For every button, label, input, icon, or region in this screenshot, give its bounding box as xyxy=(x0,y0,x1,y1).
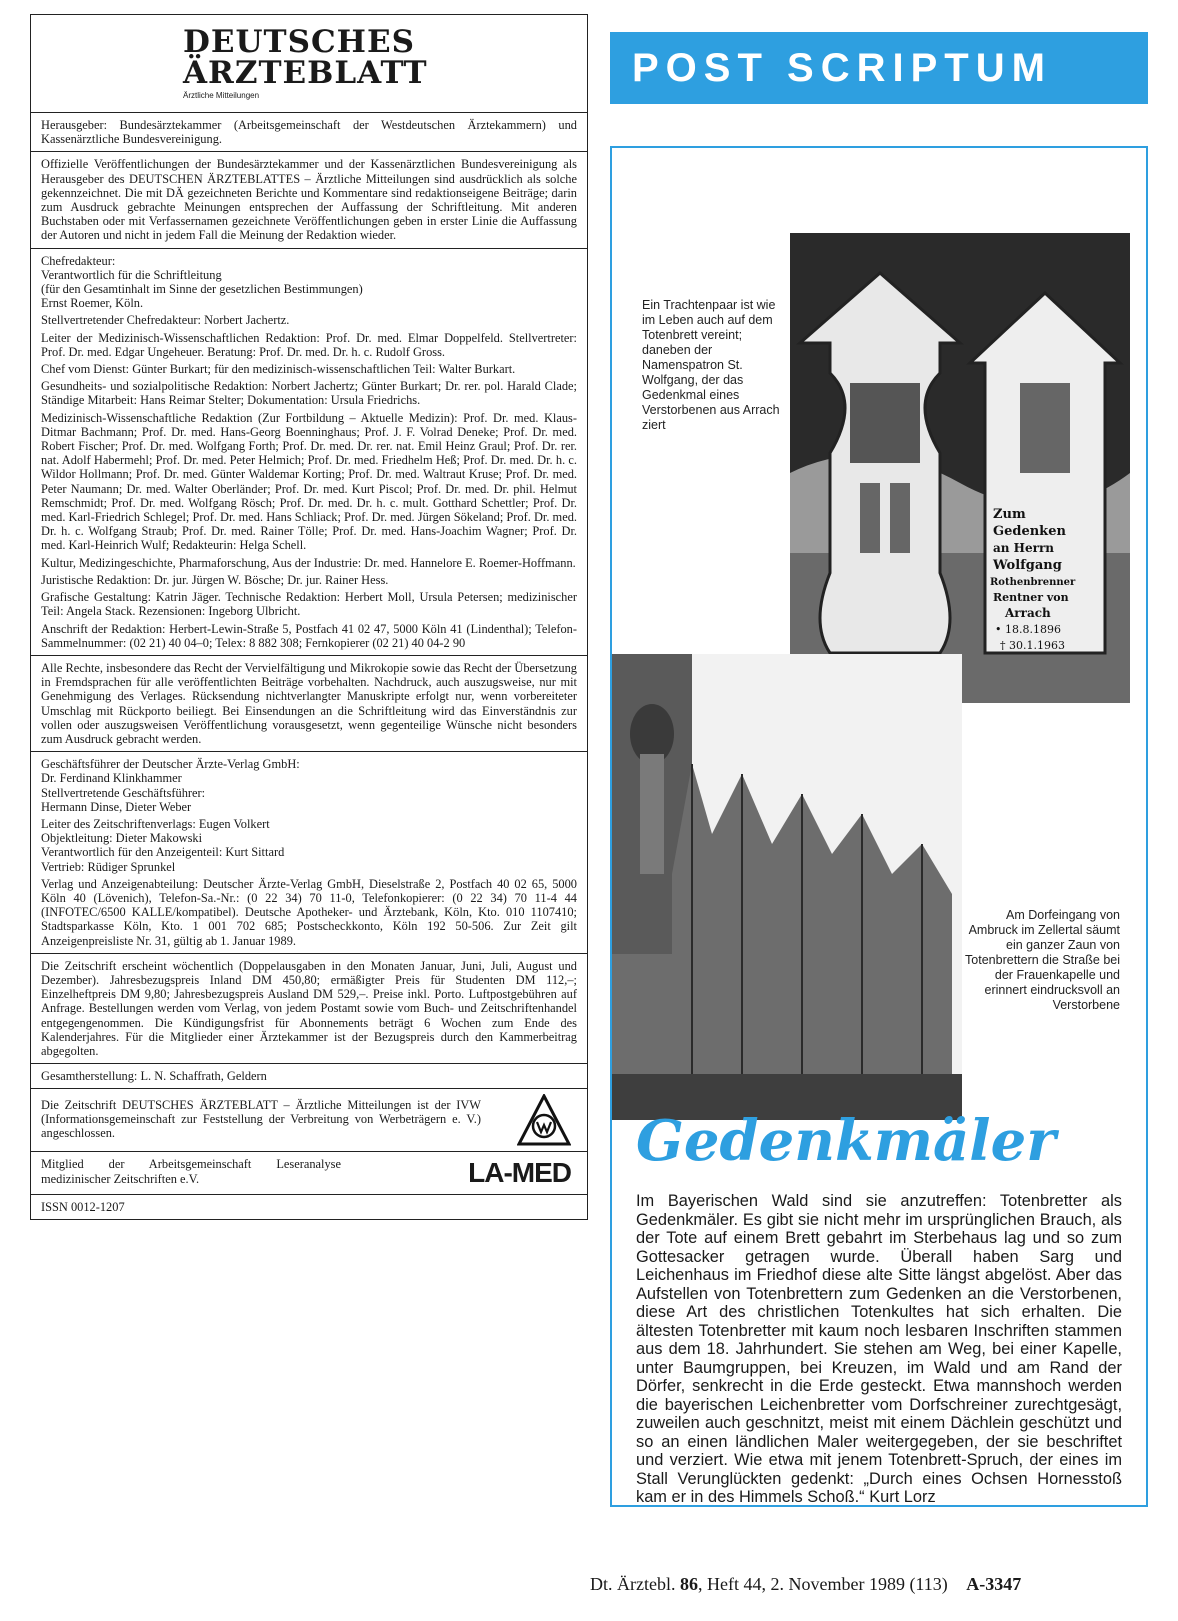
management-line: Stellvertretende Geschäftsführer: xyxy=(41,785,206,800)
lamed-text: Mitglied der Arbeitsgemeinschaft Leseranalyse medizinischer Zeitschriften e.V. xyxy=(41,1157,341,1186)
publishing xyxy=(41,817,577,874)
lamed-box xyxy=(31,1152,587,1194)
management-line: Hermann Dinse, Dieter Weber xyxy=(41,799,192,814)
sales-text: Verlag und Anzeigenabteilung: Deutscher Ärzte-Verlag GmbH, Dieselstraße 2, Postfach 40 02 65, 5000 Köln 40 (Lövenich), Telefon-Sa.-Nr.: (0 22 34) 70 11-0, Telefonkopierer: (0 22 34) 70 11-4 44 (INFOTEC/6500 KALLE/kompatibel). Deutsche Apotheker- und Ärztebank, Köln, Kto. 010 1107410; Stadtsparkasse Köln, Kto. 1 001 702 685; Postscheckkonto, Köln 192 50-506. Zur Zeit gilt Anzeigenpreisliste Nr. 31, gültig ab 1. Januar 1989. xyxy=(41,876,577,948)
masthead-title-line2: ÄRZTEBLATT xyxy=(183,55,428,91)
memorial-boards-photo xyxy=(790,233,1130,703)
publisher-text: Herausgeber: Bundesärztekammer (Arbeitsgemeinschaft der Westdeutschen Ärztekammern) und Kassenärztliche Bundesvereinigung. xyxy=(41,118,577,147)
volume-number: 86 xyxy=(679,1574,698,1594)
page-number: A-3347 xyxy=(966,1574,1022,1594)
ivw-text: Die Zeitschrift DEUTSCHES ÄRZTEBLATT – Ärztliche Mitteilungen ist der IVW (Informationsgemeinschaft zur Feststellung der Verbreitung von Werbeträgern e. V.) angeschlossen. xyxy=(41,1097,481,1140)
board-text-line: † 30.1.1963 xyxy=(1000,639,1065,652)
board-text-line: Rothenbrenner xyxy=(990,577,1076,588)
production-text: Gesamtherstellung: L. N. Schaffrath, Geldern xyxy=(41,1069,267,1084)
lamed-logo: LA-MED xyxy=(468,1156,571,1188)
editor-line: Chefredakteur: xyxy=(41,253,116,268)
board-text-line: Wolfgang xyxy=(993,558,1062,573)
rights-box xyxy=(31,656,587,752)
masthead xyxy=(31,15,587,113)
medical-head: Leiter der Medizinisch-Wissenschaftlichen Redaktion: Prof. Dr. med. Elmar Doppelfeld. Stellvertreter: Prof. Dr. med. Edgar Ungeheuer. Beratung: Prof. Dr. med. Dr. h. c. Rudolf Gross. xyxy=(41,330,577,359)
management xyxy=(41,757,577,814)
subscription-text: Die Zeitschrift erscheint wöchentlich (Doppelausgaben in den Monaten Januar, Juni, Juli, August und Dezember). Jahresbezugspreis Inland DM 450,80; ermäßigter Preis für Studenten DM 112,–; Einzelheftpreis DM 9,80; Jahresbezugspreis Ausland DM 529,–. Preise inkl. Porto. Luftpostgebühren auf Anfrage. Bestellungen werden vom Verlag, von jedem Postamt sowie vom Buch- und Zeitschriftenhandel entgegengenommen. Die Kündigungsfrist für Abonnements beträgt 6 Wochen zum Ende des Kalenderjahres. Für die Mitglieder einer Ärztekammer ist der Bezugspreis durch den Kammerbeitrag abgegolten. xyxy=(41,958,577,1058)
journal-name: Dt. Ärztebl. xyxy=(590,1574,676,1594)
issue-info: , Heft 44, 2. November 1989 (113) xyxy=(697,1574,948,1594)
fence-of-boards-photo xyxy=(612,654,962,1120)
production-box xyxy=(31,1064,587,1089)
editor-line: Verantwortlich für die Schriftleitung xyxy=(41,267,222,282)
article-author: Kurt Lorz xyxy=(869,1488,936,1506)
editor-line: (für den Gesamtinhalt im Sinne der gesetzlichen Bestimmungen) xyxy=(41,282,363,297)
memorial-boards-image xyxy=(790,233,1130,703)
board-text-line: Arrach xyxy=(1005,606,1051,620)
management-line: Geschäftsführer der Deutscher Ärzte-Verlag GmbH: xyxy=(41,757,300,772)
culture-editorial: Kultur, Medizingeschichte, Pharmaforschung, Aus der Industrie: Dr. med. Hannelore E. Roemer-Hoffmann. xyxy=(41,555,576,570)
editor-in-chief xyxy=(41,254,577,311)
masthead-subtitle: Ärztliche Mitteilungen xyxy=(183,91,260,100)
photo-caption-1: Ein Trachtenpaar ist wie im Leben auch auf dem Totenbrett vereint; daneben der Namenspatron St. Wolfgang, der das Gedenkmal eines Verstorbenen aus Arrach ziert xyxy=(642,298,780,432)
rights-text: Alle Rechte, insbesondere das Recht der Vervielfältigung und Mikrokopie sowie das Recht der Übersetzung in Fremdsprachen für alle veröffentlichten Beiträge vorbehalten. Nachdruck, auch auszugsweise, nur mit Genehmigung des Verlages. Rücksendung nichtverlangter Manuskripte erfolgt nur, wenn vorbereiteter Umschlag mit Rückporto beiliegt. Bei Einsendungen an die Schriftleitung wird das Einverständnis zur vollen oder auszugsweisen Veröffentlichung vorausgesetzt, wenn gegenteilige Wünsche nicht besonders zum Ausdruck gebracht werden. xyxy=(41,660,577,746)
health-policy: Gesundheits- und sozialpolitische Redaktion: Norbert Jachertz; Günter Burkart; Dr. rer. pol. Harald Clade; Ständige Mitarbeit: Hans Reimar Stelter; Dokumentation: Ursula Friedrichs. xyxy=(41,379,577,408)
board-text-line: an Herrn xyxy=(993,541,1055,555)
management-line: Dr. Ferdinand Klinkhammer xyxy=(41,771,182,786)
publisher-management-box xyxy=(31,752,587,954)
masthead-title-line1: DEUTSCHES xyxy=(183,24,415,60)
legal-editorial: Juristische Redaktion: Dr. jur. Jürgen W. Bösche; Dr. jur. Rainer Hess. xyxy=(41,572,389,587)
board-text-line: Zum xyxy=(993,507,1026,522)
official-text: Offizielle Veröffentlichungen der Bundesärztekammer und der Kassenärztlichen Bundesvereinigung als Herausgeber des DEUTSCHEN ÄRZTEBLATTES – Ärztliche Mitteilungen sind ausdrücklich als solche gekennzeichnet. Die mit DÄ gezeichneten Berichte und Kommentare sind redaktionseigene Beiträge; darin zum Ausdruck gebrachte Meinungen entsprechen der Auffassung der Schriftleitung. Mit anderen Buchstaben oder mit Verfassernamen gezeichnete Veröffentlichungen geben in erster Linie die Auffassung der Autoren und nicht in jedem Fall die Meinung der Redaktion wieder. xyxy=(41,157,577,243)
postscriptum-frame xyxy=(610,146,1148,1507)
chief-service: Chef vom Dienst: Günter Burkart; für den medizinisch-wissenschaftlichen Teil: Walter Burkart. xyxy=(41,362,516,377)
issn-box xyxy=(31,1195,587,1219)
publisher-box xyxy=(31,113,587,152)
page-footer xyxy=(590,1574,1021,1595)
issn-text: ISSN 0012-1207 xyxy=(41,1199,125,1214)
publishing-line: Objektleitung: Dieter Makowski xyxy=(41,831,203,846)
article-body-text: Im Bayerischen Wald sind sie anzutreffen: Totenbretter als Gedenkmäler. Es gibt sie nicht mehr im ursprünglichen Brauch, als der Tote auf einem Brett gebahrt im Sterbehaus lag und so zum Gottesacker getragen wurde. Überall haben Sarg und Leichenhaus im Friedhof diese alte Sitte längst abgelöst. Aber das Aufstellen von Totenbrettern zum Gedenken an die Verstorbenen, diese Art des christlichen Totenkultes hat sich erhalten. Die ältesten Totenbretter mit kaum noch lesbaren Inschriften stammen aus dem 18. Jahrhundert. Sie stehen am Weg, bei einer Kapelle, unter Baumgruppen, bei Kreuzen, im Wald und am Rand der Dörfer, senkrecht in die Erde gesteckt. Etwa mannshoch werden die bayerischen Leichenbretter vom Dorfschreiner zurechtgesägt, zuweilen auch geschnitzt, meist mit einem Dächlein geschützt und so an einen ländlichen Maler weitergegeben, der sie beschriftet und verziert. Wie etwa mit jenem Totenbrett-Spruch, der eines im Stall Verunglückten gedenkt: „Durch eines Ochsen Hornesstoß kam er in des Himmels Schoß.“ xyxy=(636,1192,1122,1506)
editor-line: Ernst Roemer, Köln. xyxy=(41,296,144,311)
board-text-line: Rentner von xyxy=(993,591,1069,604)
publishing-line: Verantwortlich für den Anzeigenteil: Kurt Sittard xyxy=(41,845,285,860)
ivw-box xyxy=(31,1089,587,1152)
postscriptum-column xyxy=(610,14,1148,1507)
publishing-line: Leiter des Zeitschriftenverlags: Eugen Volkert xyxy=(41,816,270,831)
imprint-column xyxy=(30,14,588,1220)
editorial-address: Anschrift der Redaktion: Herbert-Lewin-Straße 5, Postfach 41 02 47, 5000 Köln 41 (Lindenthal); Telefon-Sammelnummer: (02 21) 40 04–0; Telex: 8 882 308; Fernkopierer (02 21) 40 04-2 90 xyxy=(41,621,577,650)
article-body xyxy=(636,1192,1122,1507)
article-headline: Gedenkmäler xyxy=(636,1108,1056,1174)
photo-caption-2: Am Dorfeingang von Ambruck im Zellertal säumt ein ganzer Zaun von Totenbrettern die Straße bei der Frauenkapelle und erinnert eindrucksvoll an Verstorbene xyxy=(965,908,1120,1012)
ivw-logo-icon xyxy=(517,1094,571,1146)
postscriptum-banner: POST SCRIPTUM xyxy=(610,32,1148,104)
board-text-line: Gedenken xyxy=(993,524,1066,539)
editorial-box xyxy=(31,249,587,656)
official-box xyxy=(31,152,587,248)
deputy-editor: Stellvertretender Chefredakteur: Norbert Jachertz. xyxy=(41,313,290,328)
publishing-line: Vertrieb: Rüdiger Sprunkel xyxy=(41,859,176,874)
fence-image xyxy=(612,654,962,1120)
board-text-line: • 18.8.1896 xyxy=(995,623,1061,636)
design-editorial: Grafische Gestaltung: Katrin Jäger. Technische Redaktion: Herbert Moll, Ursula Petersen; medizinischer Teil: Angela Stack. Rezensionen: Ingeborg Ulbricht. xyxy=(41,590,577,619)
subscription-box xyxy=(31,954,587,1064)
medical-editorial: Medizinisch-Wissenschaftliche Redaktion (Zur Fortbildung – Aktuelle Medizin): Prof. Dr. med. Klaus-Ditmar Bachmann; Prof. Dr. med. Hans-Georg Boenninghaus; Prof. J. F. Volrad Deneke; Prof. Dr. med. Robert Fischer; Prof. Dr. med. Wolfgang Forth; Prof. Dr. med. Dr. rer. nat. Emil Heinz Graul; Prof. Dr. rer. nat. Adolf Habermehl; Prof. Dr. med. Peter Helmich; Prof. Dr. med. Friedhelm Heß; Prof. Dr. med. Dr. h. c. Wildor Hollmann; Prof. Dr. med. Günter Waldemar Korting; Prof. Dr. med. Waltraut Kruse; Prof. Dr. med. Peter Naumann; Dr. med. Walter Oberländer; Prof. Dr. med. Kurt Piscol; Prof. Dr. med. Dr. phil. Helmut Remschmidt; Prof. Dr. med. Wolfgang Rösch; Prof. Dr. med. Dr. h. c. mult. Gotthard Schettler; Prof. Dr. med. Karl-Friedrich Schlegel; Prof. Dr. med. Hans Schliack; Prof. Dr. med. Jürgen Sökeland; Prof. Dr. med. Dr. h. c. Wolfgang Straub; Prof. Dr. med. Rainer Tölle; Prof. Dr. med. Hans-Joachim Wagner; Prof. Dr. med. Karl-Heinrich Wulf; Redakteurin: Helga Schell. xyxy=(41,410,577,553)
